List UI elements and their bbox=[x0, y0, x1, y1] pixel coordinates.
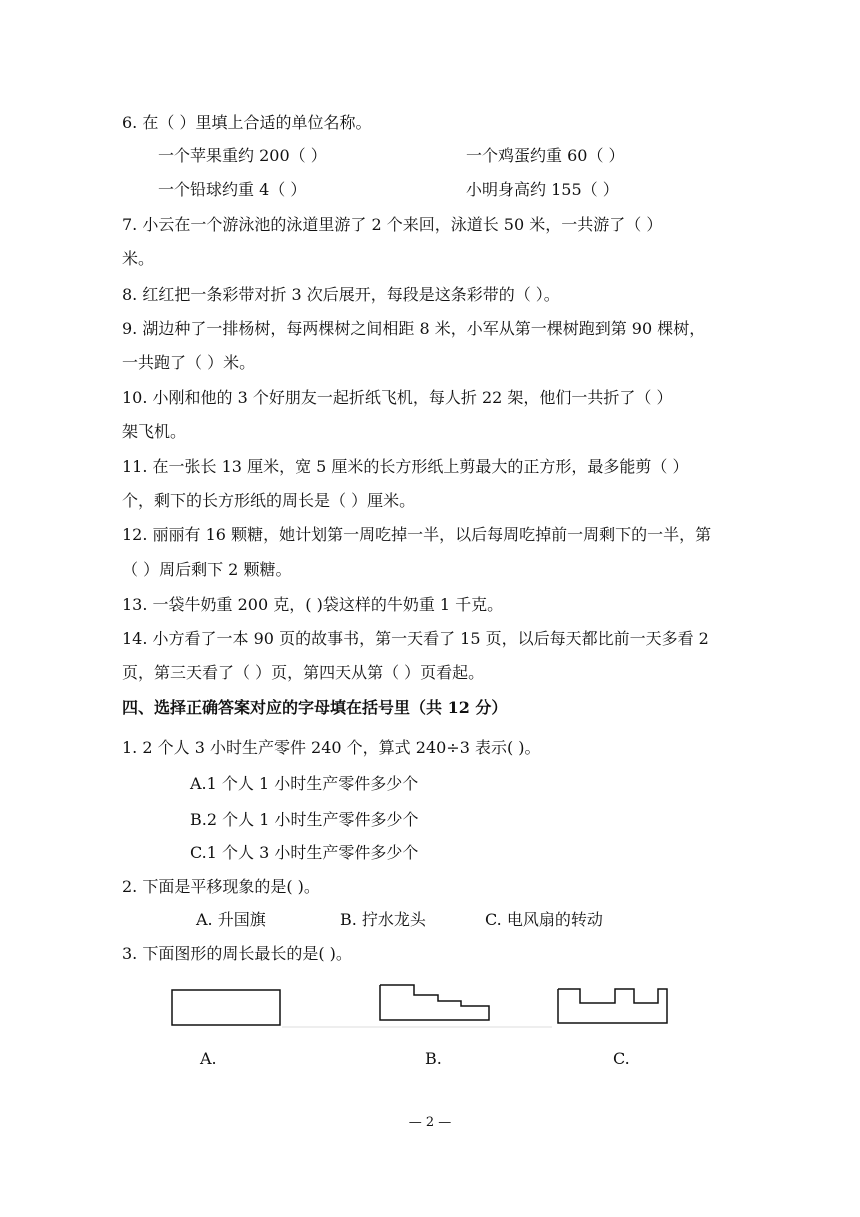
figure-c-label: C. bbox=[613, 1049, 630, 1068]
q9-text-cont: 一共跑了（ ）米。 bbox=[122, 353, 256, 372]
mc2-question: 2. 下面是平移现象的是( )。 bbox=[122, 877, 320, 896]
page-number: — 2 — bbox=[408, 1115, 452, 1130]
q7-text-cont: 米。 bbox=[122, 249, 155, 268]
q14-text: 14. 小方看了一本 90 页的故事书，第一天看了 15 页，以后每天都比前一天多看 2 bbox=[122, 629, 709, 648]
q8-text: 8. 红红把一条彩带对折 3 次后展开，每段是这条彩带的（ ）。 bbox=[122, 285, 560, 304]
q13-text: 13. 一袋牛奶重 200 克，( )袋这样的牛奶重 1 千克。 bbox=[122, 595, 504, 614]
q6-text: 6. 在（ ）里填上合适的单位名称。 bbox=[122, 113, 372, 132]
mc2-option-a: A. 升国旗 bbox=[196, 910, 266, 929]
q14-text-cont: 页，第三天看了（ ）页，第四天从第（ ）页看起。 bbox=[122, 663, 485, 682]
q9-text: 9. 湖边种了一排杨树，每两棵树之间相距 8 米，小军从第一棵树跑到第 90 棵树， bbox=[122, 319, 706, 338]
mc1-question: 1. 2 个人 3 小时生产零件 240 个，算式 240÷3 表示( )。 bbox=[122, 738, 541, 757]
figure-b-stair-shape bbox=[380, 985, 489, 1020]
figure-a-label: A. bbox=[200, 1049, 217, 1068]
q10-text-cont: 架飞机。 bbox=[122, 422, 187, 441]
mc1-option-b: B.2 个人 1 小时生产零件多少个 bbox=[190, 810, 419, 829]
mc2-option-c: C. 电风扇的转动 bbox=[485, 910, 603, 929]
figure-a-rectangle bbox=[172, 990, 280, 1025]
q6-item-shotput: 一个铅球约重 4（ ） bbox=[158, 180, 307, 199]
figure-c-notched-shape bbox=[558, 989, 667, 1023]
q6-item-egg: 一个鸡蛋约重 60（ ） bbox=[466, 146, 625, 165]
q7-text: 7. 小云在一个游泳池的泳道里游了 2 个来回，泳道长 50 米，一共游了（ ） bbox=[122, 215, 663, 234]
mc1-option-c: C.1 个人 3 小时生产零件多少个 bbox=[190, 843, 419, 862]
q12-text: 12. 丽丽有 16 颗糖，她计划第一周吃掉一半，以后每周吃掉前一周剩下的一半，第 bbox=[122, 525, 712, 544]
q11-text: 11. 在一张长 13 厘米，宽 5 厘米的长方形纸上剪最大的正方形，最多能剪（ ） bbox=[122, 457, 689, 476]
q6-item-height: 小明身高约 155（ ） bbox=[466, 180, 619, 199]
q6-item-apple: 一个苹果重约 200（ ） bbox=[158, 146, 327, 165]
section-4-heading: 四、选择正确答案对应的字母填在括号里（共 12 分） bbox=[122, 698, 508, 717]
q10-text: 10. 小刚和他的 3 个好朋友一起折纸飞机，每人折 22 架，他们一共折了（ ） bbox=[122, 388, 673, 407]
mc2-option-b: B. 拧水龙头 bbox=[340, 910, 426, 929]
q12-text-cont: （ ）周后剩下 2 颗糖。 bbox=[122, 560, 292, 579]
mc1-option-a: A.1 个人 1 小时生产零件多少个 bbox=[190, 774, 419, 793]
figure-b-label: B. bbox=[425, 1049, 442, 1068]
q11-text-cont: 个，剩下的长方形纸的周长是（ ）厘米。 bbox=[122, 491, 416, 510]
mc3-question: 3. 下面图形的周长最长的是( )。 bbox=[122, 944, 352, 963]
